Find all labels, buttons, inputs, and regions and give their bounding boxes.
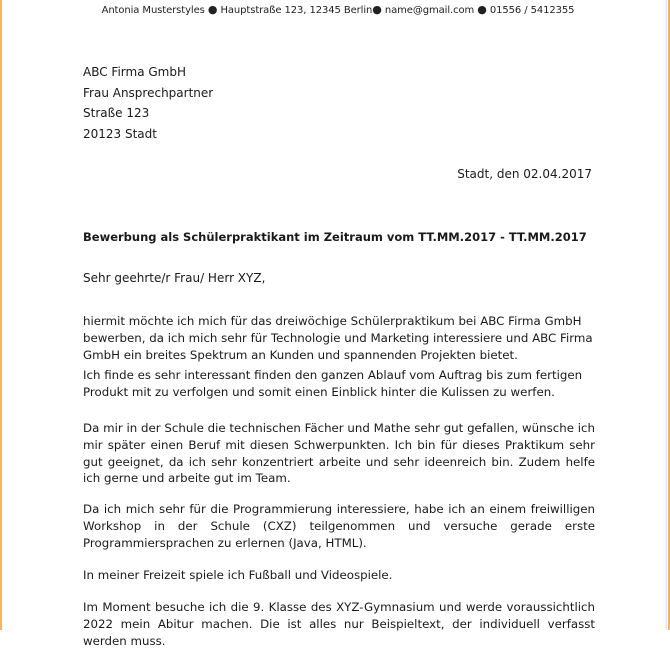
- bullet-icon: ●: [207, 3, 218, 16]
- body-paragraph-5: In meiner Freizeit spiele ich Fußball und Videospiele.: [83, 568, 393, 582]
- body-paragraph-1: hiermit möchte ich mich für das dreiwöchige Schülerpraktikum bei ABC Firma GmbH bewerben, da ich mich sehr für Technologie und Marketing interessiere und ABC Firma GmbH ein breites Spektrum an Kunden und spannenden Projekten bietet.: [83, 314, 593, 362]
- sender-line: [0, 3, 670, 16]
- recipient-block: [83, 62, 213, 145]
- bullet-icon: ●: [477, 3, 487, 16]
- body-paragraph-6: Im Moment besuche ich die 9. Klasse des XYZ-Gymnasium und werde voraussichtlich 2022 mein Abitur machen. Die ist alles nur Beispieltext, der individuell verfasst werden muss.: [83, 600, 595, 648]
- recipient-city: 20123 Stadt: [83, 127, 157, 142]
- body-paragraph-4: Da ich mich sehr für die Programmierung interessiere, habe ich an einem freiwilligen Workshop in der Schule (CXZ) teilgenommen und versuche gerade erste Programmiersprachen zu erlernen (Java, HTML).: [83, 502, 595, 550]
- recipient-contact: Frau Ansprechpartner: [83, 85, 214, 100]
- salutation: Sehr geehrte/r Frau/ Herr XYZ,: [83, 271, 266, 285]
- date-line: Stadt, den 02.04.2017: [457, 167, 592, 181]
- sender-address: Hauptstraße 123, 12345 Berlin: [220, 5, 373, 16]
- sender-email: name@gmail.com: [384, 5, 475, 16]
- subject-line: Bewerbung als Schülerpraktikant im Zeitraum vom TT.MM.2017 - TT.MM.2017: [83, 230, 587, 244]
- sender-name: Antonia Musterstyles: [101, 5, 205, 16]
- body-paragraph-2: Ich finde es sehr interessant finden den ganzen Ablauf vom Auftrag bis zum fertigen Produkt mit zu verfolgen und somit einen Einblick hinter die Kulissen zu werfen.: [83, 368, 583, 399]
- sender-phone: 01556 / 5412355: [489, 5, 575, 16]
- bullet-icon: ●: [372, 3, 382, 16]
- recipient-company: ABC Firma GmbH: [83, 65, 186, 79]
- recipient-street: Straße 123: [83, 106, 150, 121]
- body-paragraph-3: Da mir in der Schule die technischen Fächer und Mathe sehr gut gefallen, wünsche ich mir später einen Beruf mit diesen Schwerpunkten. Ich bin für dieses Praktikum sehr gut geeignet, da ich sehr konzentriert arbeite und sehr ideenreich bin. Zudem helfe ich gerne und arbeite gut im Team.: [83, 421, 595, 486]
